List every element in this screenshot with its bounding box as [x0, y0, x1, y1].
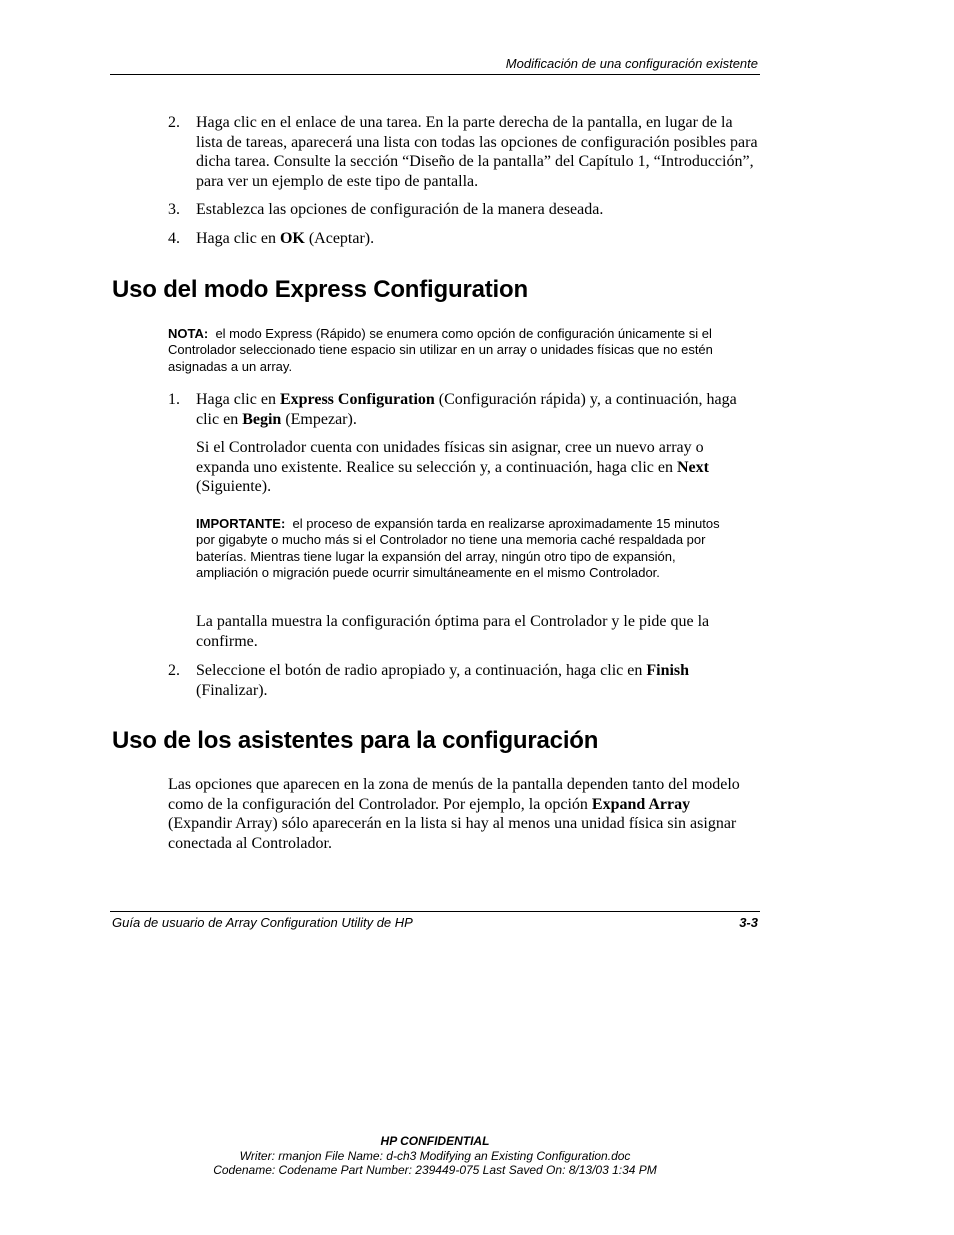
section-heading: Uso de los asistentes para la configuración [112, 727, 599, 754]
footer-rule [110, 911, 760, 912]
list-item [168, 229, 768, 249]
footer-book-title: Guía de usuario de Array Configuration Utility de HP [112, 915, 413, 930]
page-number: 3-3 [739, 915, 758, 930]
list-text: Haga clic en OK (Aceptar). [196, 230, 375, 247]
list-number: 2. [168, 114, 180, 131]
running-header: Modificación de una configuración existente [505, 56, 758, 71]
list-item [168, 113, 768, 193]
list-number: 4. [168, 230, 180, 247]
list-number: 3. [168, 201, 180, 218]
codename-info: Codename: Codename Part Number: 239449-075 Last Saved On: 8/13/03 1:34 PM [213, 1163, 657, 1177]
list-text: Seleccione el botón de radio apropiado y, a continuación, haga clic en Finish (Finalizar). [196, 662, 690, 699]
list-item [168, 200, 768, 220]
paragraph: La pantalla muestra la configuración óptima para el Controlador y le pide que la confirme. [196, 613, 710, 650]
important-label: IMPORTANTE: [196, 516, 286, 531]
header-rule [110, 74, 760, 75]
list-item [168, 661, 768, 701]
note-box [168, 326, 763, 375]
note-label: NOTA: [168, 326, 209, 341]
list-text: Haga clic en el enlace de una tarea. En la parte derecha de la pantalla, en lugar de la lista de tareas, aparecerá una lista con todas las opciones de configuración posibles para dicha tarea. Consulte la sección “Diseño de la pantalla” del Capítulo 1, “Introducción”, para ver un ejemplo de este tipo de pantalla. [196, 114, 758, 190]
list-number: 2. [168, 662, 180, 679]
paragraph: Si el Controlador cuenta con unidades físicas sin asignar, cree un nuevo array o expanda uno existente. Realice su selección y, a continuación, haga clic en Next (Siguiente). [196, 439, 709, 495]
list-text: Haga clic en Express Configuration (Configuración rápida) y, a continuación, haga clic en Begin (Empezar). [196, 391, 737, 428]
writer-info: Writer: rmanjon File Name: d-ch3 Modifying an Existing Configuration.doc [239, 1149, 631, 1163]
note-text: el modo Express (Rápido) se enumera como opción de configuración únicamente si el Controlador seleccionado tiene espacio sin utilizar en un array o unidades físicas que no estén asignadas a un array. [168, 326, 713, 374]
important-box [196, 516, 731, 581]
paragraph: Las opciones que aparecen en la zona de menús de la pantalla dependen tanto del modelo como de la configuración del Controlador. Por ejemplo, la opción Expand Array (Expandir Array) sólo aparecerán en la lista si hay al menos una unidad física sin asignar conectada al Controlador. [168, 776, 740, 852]
ok-term: OK [279, 230, 305, 247]
list-number: 1. [168, 391, 180, 408]
section-heading: Uso del modo Express Configuration [112, 276, 528, 303]
confidential-label: HP CONFIDENTIAL [380, 1134, 490, 1148]
list-text: Establezca las opciones de configuración de la manera deseada. [196, 201, 604, 218]
list-item [168, 390, 768, 430]
important-text: el proceso de expansión tarda en realizarse aproximadamente 15 minutos por gigabyte o mucho más si el Controlador no tiene una memoria caché respaldada por baterías. Mientras tiene lugar la expansión del array, ningún otro tipo de expansión, ampliación o migración puede ocurrir simultáneamente en el mismo Controlador. [196, 516, 720, 580]
